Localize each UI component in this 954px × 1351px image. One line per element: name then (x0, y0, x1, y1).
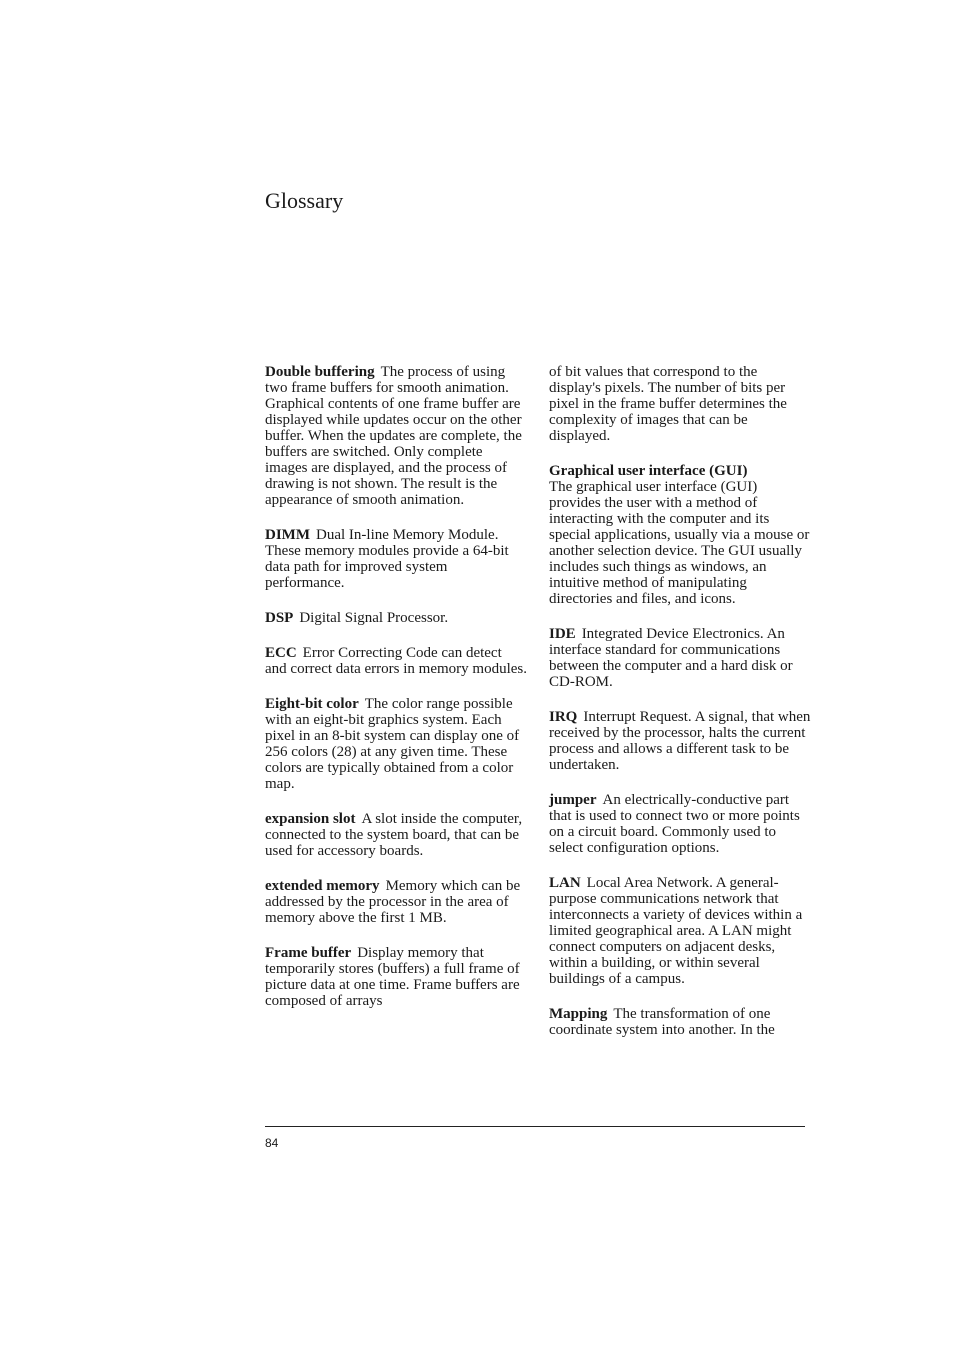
glossary-entry (265, 878, 527, 926)
glossary-definition: A slot inside the computer, connected to the system board, that can be used for accessory boards. (265, 811, 523, 859)
glossary-term: Double buffering (265, 364, 375, 380)
glossary-definition: An electrically-conductive part that is used to connect two or more points on a circuit board. Commonly used to select configuration options. (549, 792, 800, 856)
glossary-term: extended memory (265, 878, 380, 894)
glossary-definition: The graphical user interface (GUI) provides the user with a method of interacting with the computer and its special applications, usually via a mouse or another selection device. The GUI usually includes such things as windows, an intuitive method of manipulating directories and files, and icons. (549, 479, 810, 607)
glossary-entry (549, 792, 811, 856)
glossary-entry (265, 364, 527, 508)
glossary-entry (265, 945, 527, 1009)
glossary-term: IRQ (549, 709, 578, 725)
glossary-definition: Memory which can be addressed by the processor in the area of memory above the first 1 MB. (265, 878, 521, 926)
glossary-term: expansion slot (265, 811, 356, 827)
glossary-entry (549, 463, 811, 607)
glossary-definition: Dual In-line Memory Module. These memory modules provide a 64-bit data path for improved system performance. (265, 527, 509, 591)
glossary-term: ECC (265, 645, 297, 661)
glossary-definition: Interrupt Request. A signal, that when received by the processor, halts the current process and allows a different task to be undertaken. (549, 709, 811, 773)
glossary-term: DSP (265, 610, 294, 626)
glossary-term: Frame buffer (265, 945, 352, 961)
glossary-definition: The process of using two frame buffers for smooth animation. Graphical contents of one frame buffer are displayed while updates occur on the other buffer. When the updates are complete, the buffers are switched. Only complete images are displayed, and the process of drawing is not shown. The result is the appearance of smooth animation. (265, 364, 522, 508)
glossary-term: Mapping (549, 1006, 608, 1022)
glossary-term: jumper (549, 792, 597, 808)
glossary-column-left (265, 364, 527, 1028)
page-title: Glossary (265, 188, 344, 213)
glossary-term: IDE (549, 626, 576, 642)
glossary-column-right (549, 364, 811, 1057)
footer-rule (265, 1126, 805, 1127)
glossary-entry (265, 645, 527, 677)
glossary-definition: The transformation of one coordinate system into another. In the (549, 1006, 775, 1038)
glossary-definition: Error Correcting Code can detect and correct data errors in memory modules. (265, 645, 527, 677)
glossary-entry (265, 610, 527, 626)
glossary-entry (549, 1006, 811, 1038)
glossary-term: DIMM (265, 527, 310, 543)
glossary-entry (549, 626, 811, 690)
glossary-entry (549, 875, 811, 987)
glossary-definition: Digital Signal Processor. (299, 610, 449, 626)
glossary-entry (265, 811, 527, 859)
glossary-definition: Integrated Device Electronics. An interface standard for communications between the computer and a hard disk or CD-ROM. (549, 626, 793, 690)
glossary-definition: Display memory that temporarily stores (buffers) a full frame of picture data at one time. Frame buffers are composed of arrays (265, 945, 520, 1009)
glossary-definition: The color range possible with an eight-bit graphics system. Each pixel in an 8-bit system can display one of 256 colors (28) at any given time. These colors are typically obtained from a color map. (265, 696, 520, 792)
glossary-term: Eight-bit color (265, 696, 359, 712)
glossary-entry (265, 527, 527, 591)
glossary-entry (265, 696, 527, 792)
glossary-entry (549, 709, 811, 773)
glossary-definition: Local Area Network. A general-purpose communications network that interconnects a variety of devices within a limited geographical area. A LAN might connect computers on adjacent desks, within a building, or within several buildings of a campus. (549, 875, 803, 987)
glossary-continuation: of bit values that correspond to the display's pixels. The number of bits per pixel in the frame buffer determines the complexity of images that can be displayed. (549, 364, 787, 444)
glossary-term: Graphical user interface (GUI) (549, 463, 748, 479)
page-number: 84 (265, 1136, 279, 1150)
glossary-term: LAN (549, 875, 581, 891)
